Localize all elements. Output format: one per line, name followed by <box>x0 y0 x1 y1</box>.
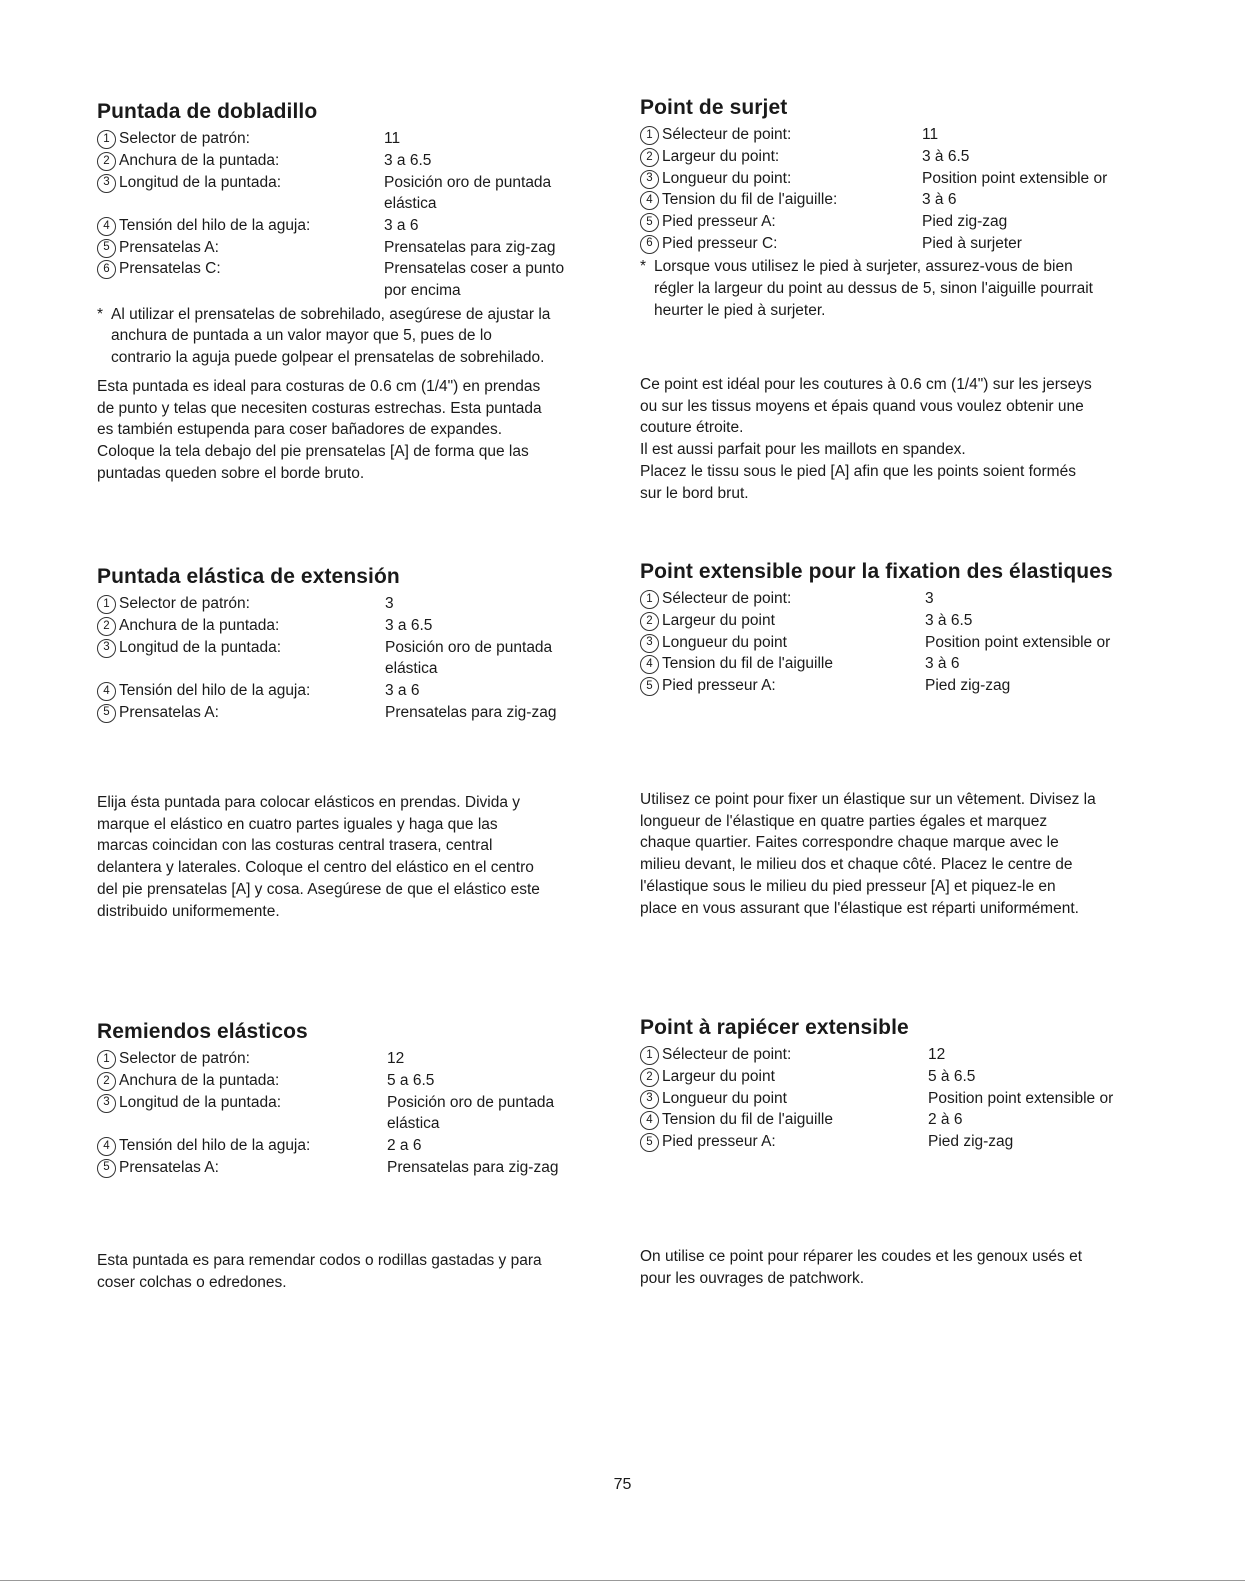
setting-value <box>922 168 1107 190</box>
setting-label: Sélecteur de point: <box>662 126 792 144</box>
setting-value <box>387 1048 404 1070</box>
setting-value-line: 12 <box>928 1046 946 1064</box>
paragraph-line: Il est aussi parfait pour les maillots en spandex. <box>640 441 966 459</box>
section-dobladillo <box>97 100 622 482</box>
setting-row <box>97 637 622 680</box>
paragraph-line: delantera y laterales. Coloque el centro del elástico en el centro <box>97 859 534 877</box>
setting-value-line: 3 à 6 <box>925 655 960 673</box>
setting-label: Prensatelas A: <box>119 1158 219 1176</box>
setting-row <box>97 1135 622 1157</box>
setting-row <box>640 211 1175 233</box>
setting-value-line: elástica <box>385 660 438 678</box>
step-number-badge: 2 <box>97 617 116 636</box>
step-number-badge: 4 <box>97 1137 116 1156</box>
setting-label: Selector de patrón: <box>119 1050 250 1068</box>
step-number-badge: 2 <box>640 612 659 631</box>
note-text <box>111 304 550 369</box>
setting-value-line: 3 à 6 <box>922 191 957 209</box>
paragraph-line: milieu devant, le milieu dos et chaque côté. Placez le centre de <box>640 856 1073 874</box>
paragraph-line: es también estupenda para coser bañadores de expandes. <box>97 421 503 439</box>
setting-value-line: 3 à 6.5 <box>925 611 973 629</box>
setting-row <box>97 215 622 237</box>
setting-value-line: 12 <box>387 1050 405 1068</box>
setting-value <box>922 211 1007 233</box>
paragraph-line: couture étroite. <box>640 419 744 437</box>
setting-row <box>97 1070 622 1092</box>
setting-row <box>640 1131 1175 1153</box>
section-paragraph <box>640 1246 1175 1289</box>
step-number-badge: 2 <box>640 1068 659 1087</box>
paragraph-line: place en vous assurant que l'élastique est réparti uniformément. <box>640 899 1079 917</box>
step-number-badge: 5 <box>97 704 116 723</box>
setting-value <box>387 1157 558 1179</box>
setting-value-line: Position point extensible or <box>922 169 1108 187</box>
setting-value-line: 3 <box>925 590 934 608</box>
paragraph-line: On utilise ce point pour réparer les coudes et les genoux usés et <box>640 1248 1083 1265</box>
note-line: Al utilizar el prensatelas de sobrehilado, asegúrese de ajustar la <box>111 305 551 323</box>
section-elastica <box>97 565 622 920</box>
paragraph-line: Elija ésta puntada para colocar elásticos en prendas. Divida y <box>97 794 521 811</box>
step-number-badge: 1 <box>640 590 659 609</box>
setting-value <box>928 1066 975 1088</box>
setting-value-line: 3 à 6.5 <box>922 147 970 165</box>
setting-value-line: Position point extensible or <box>928 1089 1114 1107</box>
setting-row <box>97 237 622 259</box>
note-line: anchura de puntada a un valor mayor que 5, pues de lo <box>111 327 492 345</box>
setting-value-line: Pied zig-zag <box>928 1132 1014 1150</box>
step-number-badge: 1 <box>640 126 659 145</box>
step-number-badge: 2 <box>97 1072 116 1091</box>
settings-list <box>640 588 1175 697</box>
setting-row <box>97 593 622 615</box>
step-number-badge: 3 <box>640 634 659 653</box>
step-number-badge: 4 <box>640 1111 659 1130</box>
setting-value <box>384 172 551 215</box>
setting-row <box>640 1066 1175 1088</box>
step-number-badge: 5 <box>97 1159 116 1178</box>
setting-label: Largeur du point <box>662 611 775 629</box>
setting-value-line: 2 à 6 <box>928 1111 963 1129</box>
settings-list <box>97 593 622 723</box>
paragraph-line: puntadas queden sobre el borde bruto. <box>97 464 365 482</box>
paragraph-line: ou sur les tissus moyens et épais quand vous voulez obtenir une <box>640 397 1084 415</box>
setting-label: Anchura de la puntada: <box>119 616 280 634</box>
setting-value-line: 5 à 6.5 <box>928 1067 976 1085</box>
settings-list <box>640 124 1175 254</box>
setting-label: Prensatelas A: <box>119 238 219 256</box>
setting-row <box>640 632 1175 654</box>
setting-row <box>97 258 622 301</box>
setting-value <box>922 124 938 146</box>
page-number: 75 <box>613 1476 632 1493</box>
setting-value-line: Pied zig-zag <box>922 212 1008 230</box>
setting-label: Anchura de la puntada: <box>119 151 280 169</box>
paragraph-line: l'élastique sous le milieu du pied presseur [A] et piquez-le en <box>640 877 1056 895</box>
section-rapiecer <box>640 1016 1175 1287</box>
setting-value <box>387 1092 554 1135</box>
setting-label: Longueur du point <box>662 633 787 651</box>
setting-value-line: 5 a 6.5 <box>387 1071 435 1089</box>
step-number-badge: 4 <box>97 217 116 236</box>
note-line: heurter le pied à surjeter. <box>654 301 826 319</box>
settings-list <box>97 128 622 302</box>
note-text <box>654 256 1093 321</box>
setting-label: Longueur du point <box>662 1089 787 1107</box>
setting-label: Pied presseur A: <box>662 676 776 694</box>
setting-value <box>922 189 956 211</box>
setting-label: Longitud de la puntada: <box>119 638 282 656</box>
note-line: contrario la aguja puede golpear el prensatelas de sobrehilado. <box>111 349 545 367</box>
setting-value-line: elástica <box>384 195 437 213</box>
setting-label: Prensatelas C: <box>119 260 221 278</box>
step-number-badge: 6 <box>640 235 659 254</box>
step-number-badge: 6 <box>97 260 116 279</box>
section-paragraph <box>97 376 622 485</box>
setting-value-line: Pied à surjeter <box>922 234 1022 252</box>
setting-value-line: elástica <box>387 1115 440 1133</box>
setting-label: Tension du fil de l'aiguille <box>662 1111 833 1129</box>
setting-row <box>640 189 1175 211</box>
setting-value <box>387 1070 434 1092</box>
setting-label: Selector de patrón: <box>119 595 250 613</box>
step-number-badge: 1 <box>97 1050 116 1069</box>
step-number-badge: 1 <box>97 595 116 614</box>
settings-list <box>640 1044 1175 1153</box>
section-title: Puntada elástica de extensión <box>97 565 400 588</box>
setting-value-line: por encima <box>384 282 461 300</box>
paragraph-line: pour les ouvrages de patchwork. <box>640 1269 865 1287</box>
setting-value-line: 11 <box>922 126 939 144</box>
setting-row <box>640 168 1175 190</box>
setting-label: Largeur du point <box>662 1067 775 1085</box>
note-marker: * <box>640 258 647 276</box>
paragraph-line: de punto y telas que necesiten costuras estrechas. Esta puntada <box>97 399 542 417</box>
setting-label: Tensión del hilo de la aguja: <box>119 681 311 699</box>
paragraph-line: marcas coincidan con las costuras central trasera, central <box>97 837 493 855</box>
paragraph-line: longueur de l'élastique en quatre parties égales et marquez <box>640 812 1048 830</box>
paragraph-line: Placez le tissu sous le pied [A] afin que les points soient formés <box>640 462 1076 480</box>
paragraph-line: Coloque la tela debajo del pie prensatelas [A] de forma que las <box>97 443 529 461</box>
section-paragraph <box>640 789 1175 919</box>
step-number-badge: 4 <box>97 682 116 701</box>
note-line: régler la largeur du point au dessus de 5, sinon l'aiguille pourrait <box>654 280 1093 298</box>
note-line: Lorsque vous utilisez le pied à surjeter, assurez-vous de bien <box>654 258 1073 276</box>
bottom-rule <box>0 1580 1245 1581</box>
setting-value <box>385 637 552 680</box>
paragraph-line: Esta puntada es ideal para costuras de 0.6 cm (1/4") en prendas <box>97 378 541 395</box>
setting-value <box>928 1131 1013 1153</box>
setting-value <box>928 1109 962 1131</box>
setting-row <box>97 128 622 150</box>
section-title: Point extensible pour la fixation des élastiques <box>640 560 1113 583</box>
setting-value-line: Pied zig-zag <box>925 676 1011 694</box>
setting-value <box>922 233 1022 255</box>
setting-row <box>640 1044 1175 1066</box>
french-column <box>640 0 1175 1585</box>
paragraph-line: Esta puntada es para remendar codos o rodillas gastadas y para <box>97 1252 542 1269</box>
step-number-badge: 3 <box>640 1090 659 1109</box>
step-number-badge: 5 <box>97 239 116 258</box>
setting-label: Pied presseur C: <box>662 234 778 252</box>
step-number-badge: 3 <box>640 170 659 189</box>
section-elastiques <box>640 560 1175 917</box>
note <box>97 304 622 369</box>
setting-value <box>925 675 1010 697</box>
step-number-badge: 5 <box>640 1133 659 1152</box>
step-number-badge: 2 <box>97 152 116 171</box>
setting-row <box>640 146 1175 168</box>
paragraph-line: Utilisez ce point pour fixer un élastique sur un vêtement. Divisez la <box>640 791 1096 808</box>
setting-value <box>385 615 432 637</box>
step-number-badge: 4 <box>640 655 659 674</box>
setting-value-line: 2 a 6 <box>387 1136 422 1154</box>
setting-value-line: Posición oro de puntada <box>385 638 553 656</box>
setting-value-line: Prensatelas para zig-zag <box>385 703 557 721</box>
section-remiendos <box>97 1020 622 1291</box>
setting-label: Longueur du point: <box>662 169 792 187</box>
setting-value <box>925 588 934 610</box>
section-title: Puntada de dobladillo <box>97 100 318 123</box>
setting-label: Largeur du point: <box>662 147 780 165</box>
setting-row <box>97 172 622 215</box>
setting-label: Sélecteur de point: <box>662 590 792 608</box>
note <box>640 256 1175 321</box>
setting-label: Tensión del hilo de la aguja: <box>119 216 311 234</box>
setting-value <box>385 593 394 615</box>
setting-row <box>97 615 622 637</box>
setting-value-line: 3 <box>385 595 394 613</box>
paragraph-line: Ce point est idéal pour les coutures à 0.6 cm (1/4") sur les jerseys <box>640 376 1092 393</box>
note-marker: * <box>97 305 104 323</box>
setting-row <box>97 1157 622 1179</box>
step-number-badge: 3 <box>97 639 116 658</box>
setting-value-line: 3 a 6 <box>385 681 420 699</box>
setting-label: Longitud de la puntada: <box>119 1093 282 1111</box>
spanish-column <box>97 0 622 1585</box>
settings-list <box>97 1048 622 1178</box>
setting-row <box>97 1092 622 1135</box>
section-surjet <box>640 96 1175 502</box>
setting-row <box>97 150 622 172</box>
setting-value <box>384 150 431 172</box>
setting-label: Tensión del hilo de la aguja: <box>119 1136 311 1154</box>
setting-value <box>384 215 418 237</box>
section-title: Point à rapiécer extensible <box>640 1016 909 1039</box>
setting-value <box>922 146 969 168</box>
setting-value <box>384 258 564 301</box>
paragraph-line: coser colchas o edredones. <box>97 1273 287 1291</box>
step-number-badge: 1 <box>97 130 116 149</box>
section-paragraph <box>640 374 1175 504</box>
step-number-badge: 1 <box>640 1046 659 1065</box>
setting-row <box>640 588 1175 610</box>
setting-label: Prensatelas A: <box>119 703 219 721</box>
setting-value <box>384 128 400 150</box>
paragraph-line: del pie prensatelas [A] y cosa. Asegúrese de que el elástico este <box>97 880 540 898</box>
setting-label: Selector de patrón: <box>119 130 250 148</box>
setting-value-line: Prensatelas coser a punto <box>384 260 565 278</box>
setting-row <box>97 680 622 702</box>
setting-value <box>928 1088 1113 1110</box>
setting-value-line: Position point extensible or <box>925 633 1111 651</box>
setting-label: Sélecteur de point: <box>662 1046 792 1064</box>
setting-value-line: 3 a 6 <box>384 216 419 234</box>
step-number-badge: 4 <box>640 191 659 210</box>
setting-label: Anchura de la puntada: <box>119 1071 280 1089</box>
setting-row <box>640 1109 1175 1131</box>
step-number-badge: 3 <box>97 174 116 193</box>
step-number-badge: 2 <box>640 148 659 167</box>
setting-label: Tension du fil de l'aiguille: <box>662 191 838 209</box>
setting-row <box>640 233 1175 255</box>
setting-row <box>640 610 1175 632</box>
setting-row <box>97 1048 622 1070</box>
step-number-badge: 5 <box>640 213 659 232</box>
setting-label: Pied presseur A: <box>662 212 776 230</box>
setting-value <box>385 702 556 724</box>
setting-value <box>928 1044 945 1066</box>
step-number-badge: 5 <box>640 677 659 696</box>
section-paragraph <box>97 792 622 922</box>
setting-row <box>640 124 1175 146</box>
setting-value <box>387 1135 421 1157</box>
setting-value-line: Posición oro de puntada <box>387 1093 555 1111</box>
section-title: Remiendos elásticos <box>97 1020 308 1043</box>
setting-value-line: 11 <box>384 130 401 148</box>
setting-value-line: 3 a 6.5 <box>385 616 433 634</box>
setting-label: Longitud de la puntada: <box>119 173 282 191</box>
setting-value-line: Prensatelas para zig-zag <box>384 238 556 256</box>
setting-label: Pied presseur A: <box>662 1132 776 1150</box>
paragraph-line: chaque quartier. Faites correspondre chaque marque avec le <box>640 834 1059 852</box>
setting-value <box>384 237 555 259</box>
setting-row <box>640 675 1175 697</box>
setting-value-line: Prensatelas para zig-zag <box>387 1158 559 1176</box>
setting-value <box>925 610 972 632</box>
setting-value <box>385 680 419 702</box>
step-number-badge: 3 <box>97 1094 116 1113</box>
setting-value-line: 3 a 6.5 <box>384 151 432 169</box>
setting-row <box>640 653 1175 675</box>
section-title: Point de surjet <box>640 96 788 119</box>
paragraph-line: sur le bord brut. <box>640 484 749 502</box>
setting-row <box>97 702 622 724</box>
paragraph-line: marque el elástico en cuatro partes iguales y haga que las <box>97 815 498 833</box>
setting-value-line: Posición oro de puntada <box>384 173 552 191</box>
setting-label: Tension du fil de l'aiguille <box>662 655 833 673</box>
setting-value <box>925 632 1110 654</box>
paragraph-line: distribuido uniformemente. <box>97 902 280 920</box>
setting-row <box>640 1088 1175 1110</box>
section-paragraph <box>97 1250 622 1293</box>
setting-value <box>925 653 959 675</box>
